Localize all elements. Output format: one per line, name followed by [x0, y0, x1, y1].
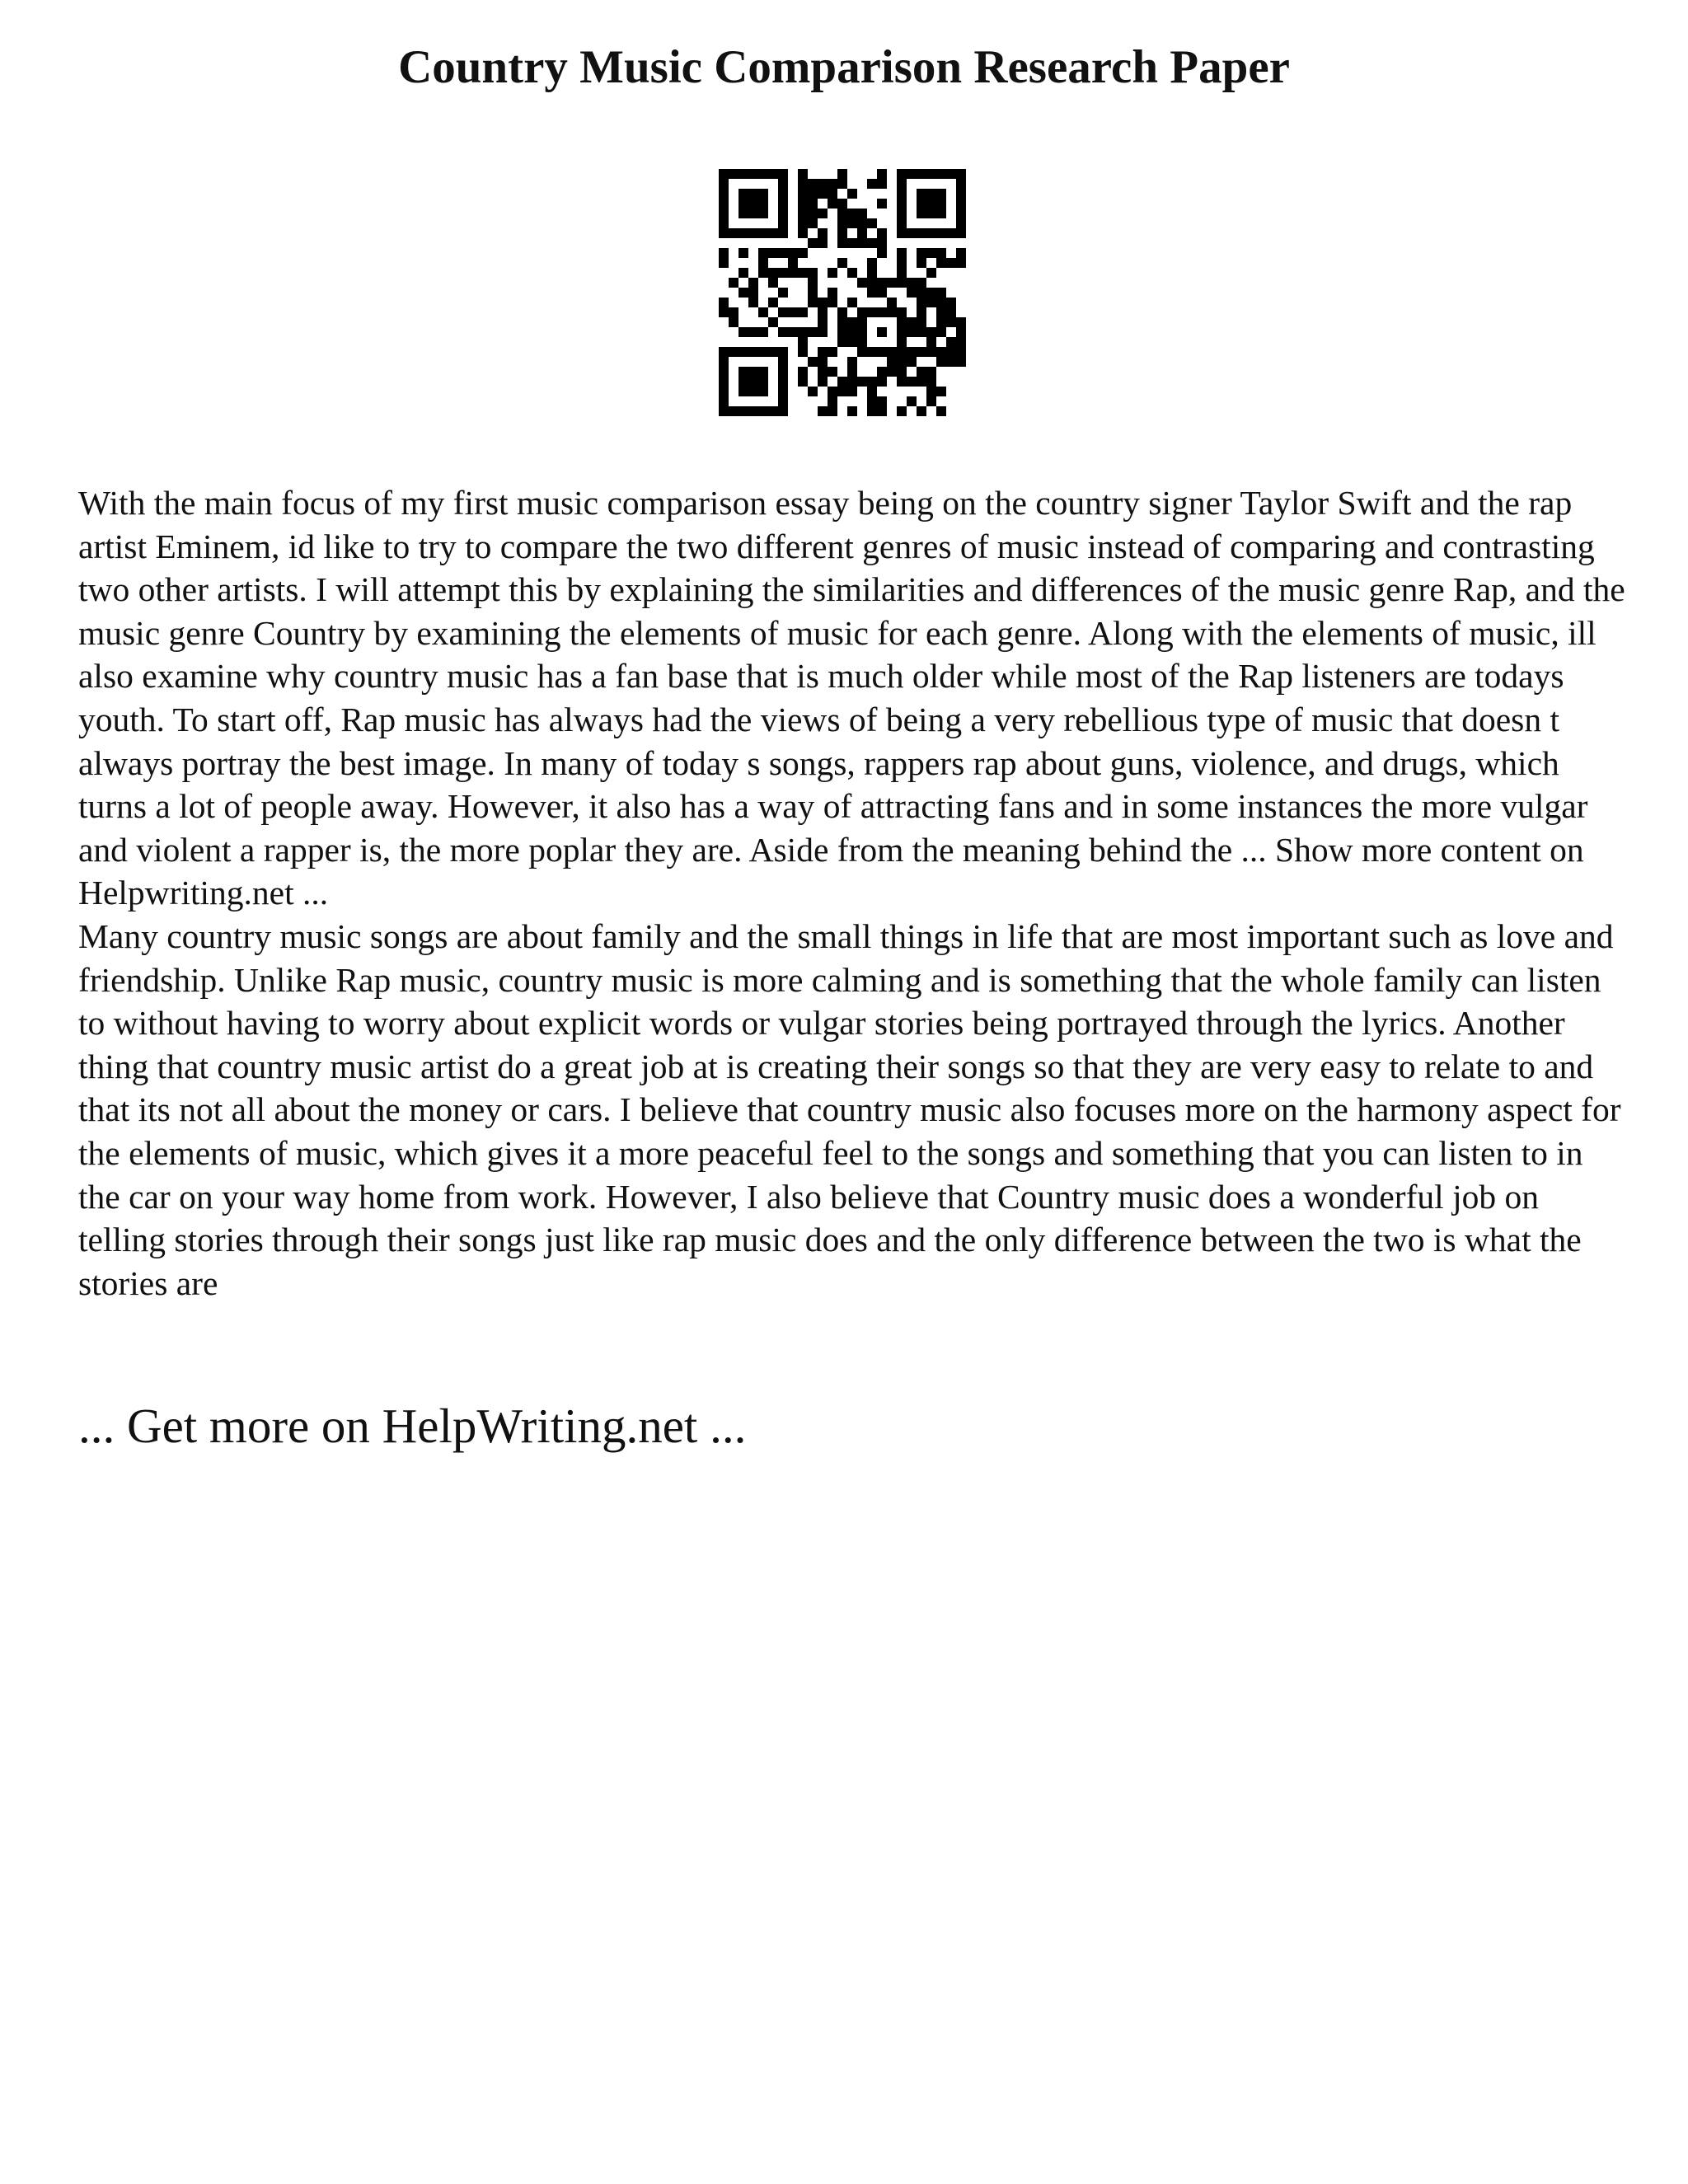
get-more-link[interactable]: ... Get more on HelpWriting.net ... [78, 1399, 747, 1453]
qr-code-icon [719, 169, 966, 416]
essay-body [78, 481, 1628, 1305]
paragraph: With the main focus of my first music comparison essay being on the country signer Taylor Swift and the rap artist Eminem, id like to try to compare the two different genres of music instead of comparing and contrasting two other artists. I will attempt this by explaining the similarities and differences of the music genre Rap, and the music genre Country by examining the elements of music for each genre. Along with the elements of music, ill also examine why country music has a fan base that is much older while most of the Rap listeners are todays youth. To start off, Rap music has always had the views of being a very rebellious type of music that doesn t always portray the best image. In many of today s songs, rappers rap about guns, violence, and drugs, which turns a lot of people away. However, it also has a way of attracting fans and in some instances the more vulgar and violent a rapper is, the more poplar they are. Aside from the meaning behind the ... Show more content on Helpwriting.net ... [78, 484, 1625, 912]
paragraph: Many country music songs are about family and the small things in life that are most important such as love and friendship. Unlike Rap music, country music is more calming and is something that the whole family can listen to without having to worry about explicit words or vulgar stories being portrayed through the lyrics. Another thing that country music artist do a great job at is creating their songs so that they are very easy to relate to and that its not all about the money or cars. I believe that country music also focuses more on the harmony aspect for the elements of music, which gives it a more peaceful feel to the songs and something that you can listen to in the car on your way home from work. However, I also believe that Country music does a wonderful job on telling stories through their songs just like rap music does and the only difference between the two is what the stories are [78, 916, 1621, 1302]
page-title: Country Music Comparison Research Paper [398, 41, 1290, 93]
